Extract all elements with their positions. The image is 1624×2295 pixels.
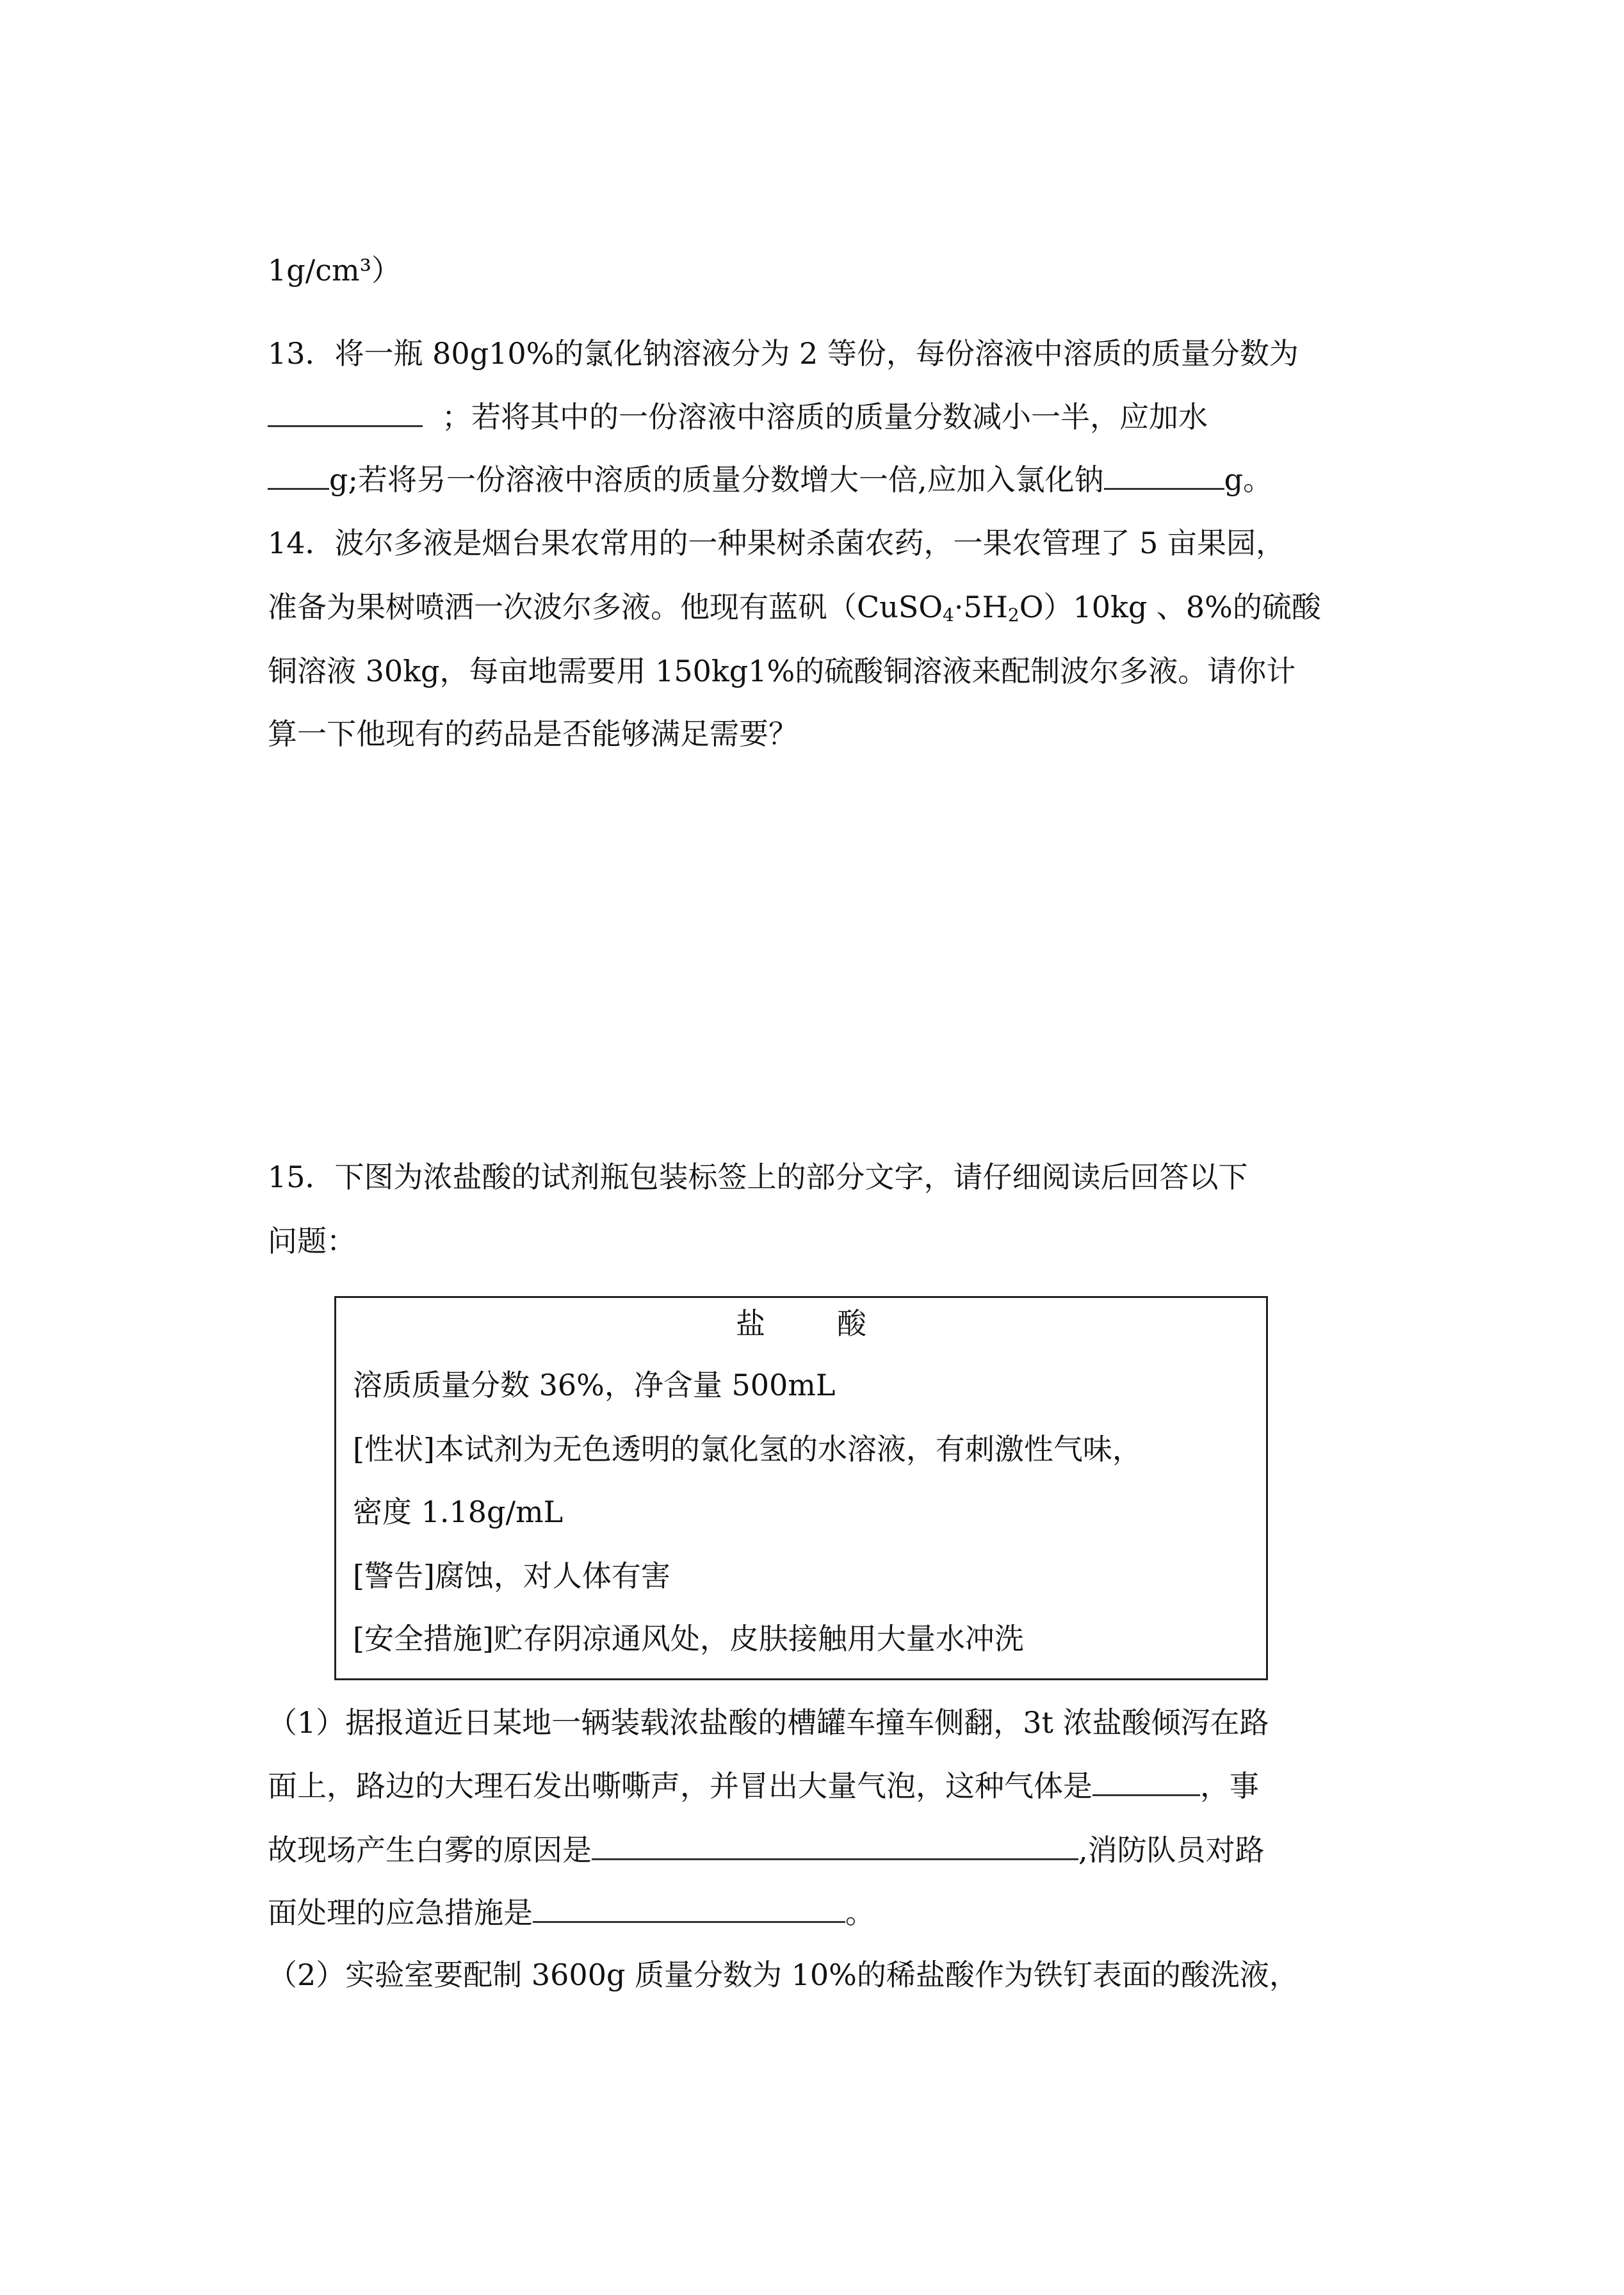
label-line-properties: [性状]本试剂为无色透明的氯化氢的水溶液，有刺激性气味， (353, 1432, 1142, 1466)
line-unit: 1g/cm³） (268, 253, 402, 288)
question-14-line-2: 准备为果树喷洒一次波尔多液。他现有蓝矾$(CuSO_4\cdot 5H_2O)10kg$ 、8%的硫酸 (268, 590, 1321, 626)
answer-blank[interactable] (533, 1893, 845, 1923)
question-14-line-3: 铜溶液 30kg，每亩地需要用 150kg1%的硫酸铜溶液来配制波尔多液。请你计 (268, 654, 1296, 688)
reagent-label-box (334, 1296, 1268, 1680)
part-2-line-1: （2）实验室要配制 3600g 质量分数为 10%的稀盐酸作为铁钉表面的酸洗液， (268, 1958, 1299, 1992)
question-15-line-2: 问题： (268, 1224, 356, 1258)
question-13-line-3: g;若将另一份溶液中溶质的质量分数增大一倍,应加入氯化钠 g。 (268, 460, 1272, 499)
answer-blank[interactable] (268, 460, 329, 490)
answer-blank[interactable] (1104, 460, 1224, 490)
label-line-warning: [警告]腐蚀，对人体有害 (353, 1559, 670, 1593)
question-13-line-2: ；若将其中的一份溶液中溶质的质量分数减小一半，应加水 (268, 397, 1208, 436)
part-1-line-2: 面上，路边的大理石发出嘶嘶声，并冒出大量气泡，这种气体是 ，事 (268, 1766, 1259, 1805)
question-15-line-1: 15．下图为浓盐酸的试剂瓶包装标签上的部分文字，请仔细阅读后回答以下 (268, 1160, 1248, 1194)
part-1-line-3: 故现场产生白雾的原因是 ,消防队员对路 (268, 1830, 1265, 1869)
label-line-concentration: 溶质质量分数 36%，净含量 500mL (353, 1368, 836, 1402)
part-1-line-4: 面处理的应急措施是 。 (268, 1893, 875, 1932)
label-title: 盐 酸 (736, 1306, 866, 1341)
answer-blank[interactable] (268, 397, 423, 427)
part-1-line-1: （1）据报道近日某地一辆装载浓盐酸的槽罐车撞车侧翻，3t 浓盐酸倾泻在路 (268, 1705, 1269, 1740)
answer-blank[interactable] (592, 1830, 1078, 1860)
label-line-safety: [安全措施]贮存阴凉通风处，皮肤接触用大量水冲洗 (353, 1621, 1024, 1656)
question-14-line-1: 14．波尔多液是烟台果农常用的一种果树杀菌农药，一果农管理了 5 亩果园， (268, 526, 1286, 560)
question-13-line-1: 13．将一瓶 80g10%的氯化钠溶液分为 2 等份，每份溶液中溶质的质量分数为 (268, 336, 1299, 371)
label-line-density: 密度 1.18g/mL (353, 1495, 564, 1529)
answer-blank[interactable] (1092, 1766, 1200, 1796)
question-14-line-4: 算一下他现有的药品是否能够满足需要？ (268, 717, 798, 751)
